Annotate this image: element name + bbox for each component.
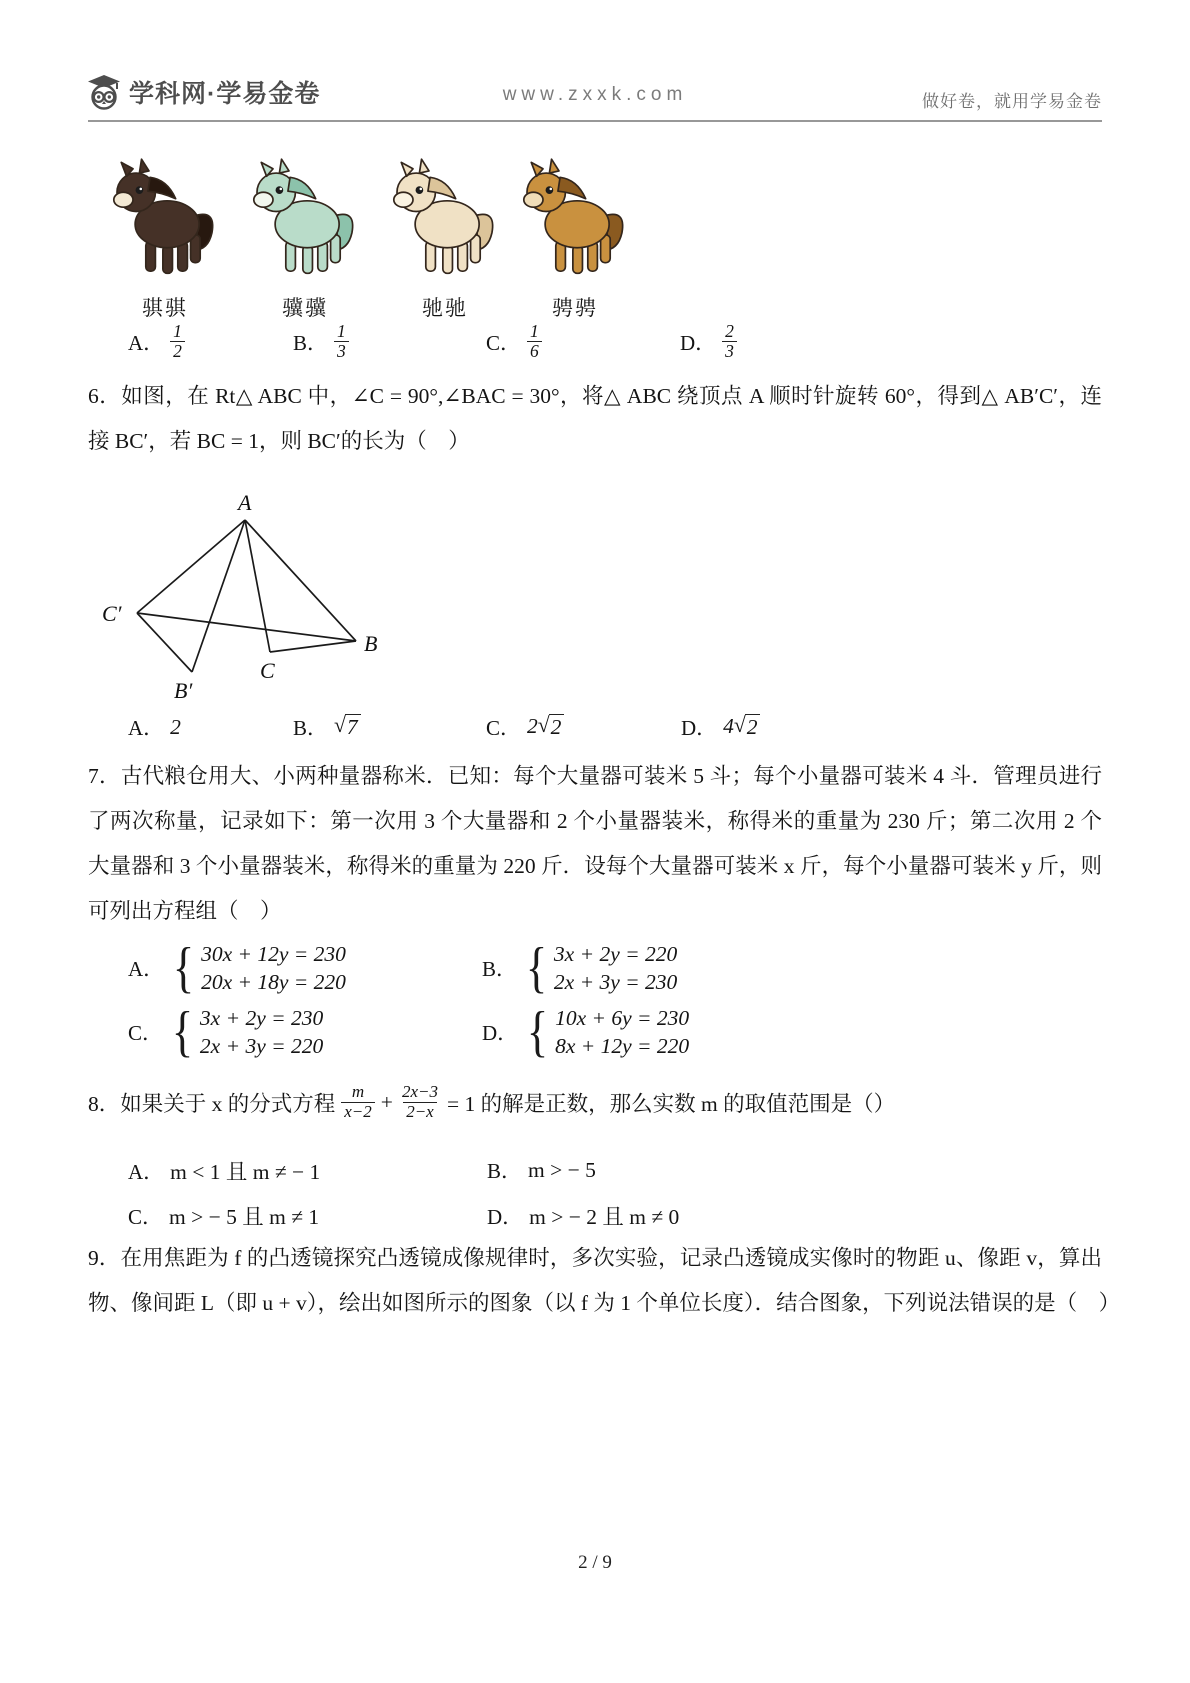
equation-system: { 30x + 12y = 230 20x + 18y = 220	[172, 937, 346, 1000]
q6-stem-line1: 6．如图，在 Rt△ ABC 中，∠C = 90°,∠BAC = 30°，将△ ABC 绕顶点 A 顺时针旋转 60°，得到△ AB′C′，连	[88, 384, 1102, 408]
fraction: $\frac{2x-3}{2-x}$	[401, 1082, 438, 1121]
q7-option-d: D． { 10x + 6y = 230 8x + 12y = 220	[482, 1001, 690, 1064]
option-letter: C．	[486, 330, 522, 355]
q8-option-c: C． m > − 5 且 m ≠ 1	[128, 1200, 319, 1231]
option-value: m > − 5 且 m ≠ 1	[169, 1205, 320, 1229]
fraction: $\frac{1}{2}$	[170, 322, 185, 362]
q7-options-row2	[0, 1001, 1190, 1068]
q7-stem-line1: 7．古代粮仓用大、小两种量器称米．已知：每个大量器可装米 5 斗；每个小量器可装米 4 斗．管理员进行	[88, 764, 1102, 788]
q6-option-c: C． 2 √ 2	[486, 712, 564, 742]
q9-stem-line2: 物、像间距 L（即 u + v），绘出如图所示的图象（以 f 为 1 个单位长度）．结合图象，下列说法错误的是（ ）	[88, 1291, 1121, 1315]
fraction: $\frac{2}{3}$	[722, 322, 737, 362]
q5-option-b	[293, 322, 349, 362]
horse-image-jiji	[235, 138, 375, 290]
fraction: $\frac{1}{6}$	[527, 322, 542, 362]
q6-option-b: B． √ 7	[293, 712, 361, 742]
q8-stem-prefix: 8．如果关于 x 的分式方程	[88, 1091, 336, 1116]
radical-value: 2	[170, 714, 181, 739]
option-letter: D．	[680, 330, 717, 355]
q6-stem-line2: 接 BC′，若 BC = 1，则 BC′的长为（ ）	[88, 429, 470, 453]
q6-geometry-figure	[88, 458, 418, 708]
horse-image-qiqi	[95, 138, 235, 290]
horse-name-label: 骐骐	[142, 296, 188, 320]
vertex-label-a: A	[238, 490, 252, 515]
vertex-label-b-prime: B′	[174, 678, 193, 703]
horse-illustration	[101, 150, 229, 290]
q7-stem-line2: 了两次称量，记录如下：第一次用 3 个大量器和 2 个小量器装米，称得米的重量为 230 斤；第二次用 2 个	[88, 809, 1102, 833]
equation-system: { 10x + 6y = 230 8x + 12y = 220	[526, 1001, 690, 1064]
vertex-label-c-prime: C′	[102, 601, 122, 626]
q8-option-d: D． m > − 2 且 m ≠ 0	[487, 1200, 679, 1231]
q8-option-a: A． m < 1 且 m ≠ − 1	[128, 1155, 320, 1186]
q7-options-row1	[0, 937, 1190, 1004]
q5-options-row	[0, 322, 1190, 370]
fraction: $\frac{1}{3}$	[334, 322, 349, 362]
fraction: $\frac{m}{x-2}$	[341, 1083, 375, 1121]
q9-stem-line1: 9．在用焦距为 f 的凸透镜探究凸透镜成像规律时，多次实验，记录凸透镜成实像时的物距 u、像距 v，算出	[88, 1246, 1102, 1270]
horse-name-label: 驰驰	[422, 296, 468, 320]
q6-option-d: D． 4 √ 2	[681, 712, 760, 742]
q8-options-row2	[0, 1200, 1190, 1236]
radical-value: 4 √ 2	[723, 714, 760, 740]
option-value: m > − 2 且 m ≠ 0	[529, 1205, 680, 1229]
equation-system: { 3x + 2y = 230 2x + 3y = 220	[171, 1001, 324, 1064]
q5-option-d	[680, 322, 737, 362]
option-letter: B．	[293, 330, 329, 355]
q8-stem	[88, 1083, 1102, 1121]
plus-sign: +	[380, 1089, 393, 1114]
q7-option-a: A． { 30x + 12y = 230 20x + 18y = 220	[128, 937, 346, 1000]
q5-option-c	[486, 322, 542, 362]
vertex-label-b: B	[364, 631, 378, 656]
q8-options-row1	[0, 1155, 1190, 1191]
horse-image-chengcheng	[505, 138, 645, 290]
horse-name-label: 骥骥	[282, 296, 328, 320]
horse-image-chichi	[375, 138, 515, 290]
q6-options-row	[0, 712, 1190, 752]
option-value: m > − 5	[528, 1157, 596, 1182]
header-slogan: 做好卷，就用学易金卷	[922, 92, 1102, 111]
equation-system: { 3x + 2y = 220 2x + 3y = 230	[525, 937, 678, 1000]
page-number: 2 / 9	[578, 1552, 612, 1573]
vertex-label-c: C	[260, 658, 275, 683]
q8-option-b: B． m > − 5	[487, 1157, 596, 1183]
header-divider	[88, 120, 1102, 122]
horse-name-label: 骋骋	[552, 296, 598, 320]
horse-illustration	[381, 150, 509, 290]
q7-stem-line3: 大量器和 3 个小量器装米，称得米的重量为 220 斤．设每个大量器可装米 x 斤，每个小量器可装米 y 斤，则	[88, 854, 1102, 878]
q5-option-a	[128, 322, 185, 362]
radical-value: 2 √ 2	[527, 714, 564, 740]
q7-stem-line4: 可列出方程组（ ）	[88, 899, 282, 923]
q6-option-a: A． 2	[128, 714, 181, 740]
horse-illustration	[511, 150, 639, 290]
q8-stem-suffix: = 1 的解是正数，那么实数 m 的取值范围是（）	[446, 1091, 896, 1116]
website-url: www.zxxk.com	[502, 84, 688, 105]
q7-option-c: C． { 3x + 2y = 230 2x + 3y = 220	[128, 1001, 324, 1064]
horse-illustration	[241, 150, 369, 290]
logo-text: 学科网·学易金卷	[129, 80, 321, 108]
q7-option-b: B． { 3x + 2y = 220 2x + 3y = 230	[482, 937, 678, 1000]
radical-value: √ 7	[334, 714, 361, 740]
option-letter: A．	[128, 330, 165, 355]
option-value: m < 1 且 m ≠ − 1	[170, 1160, 321, 1184]
